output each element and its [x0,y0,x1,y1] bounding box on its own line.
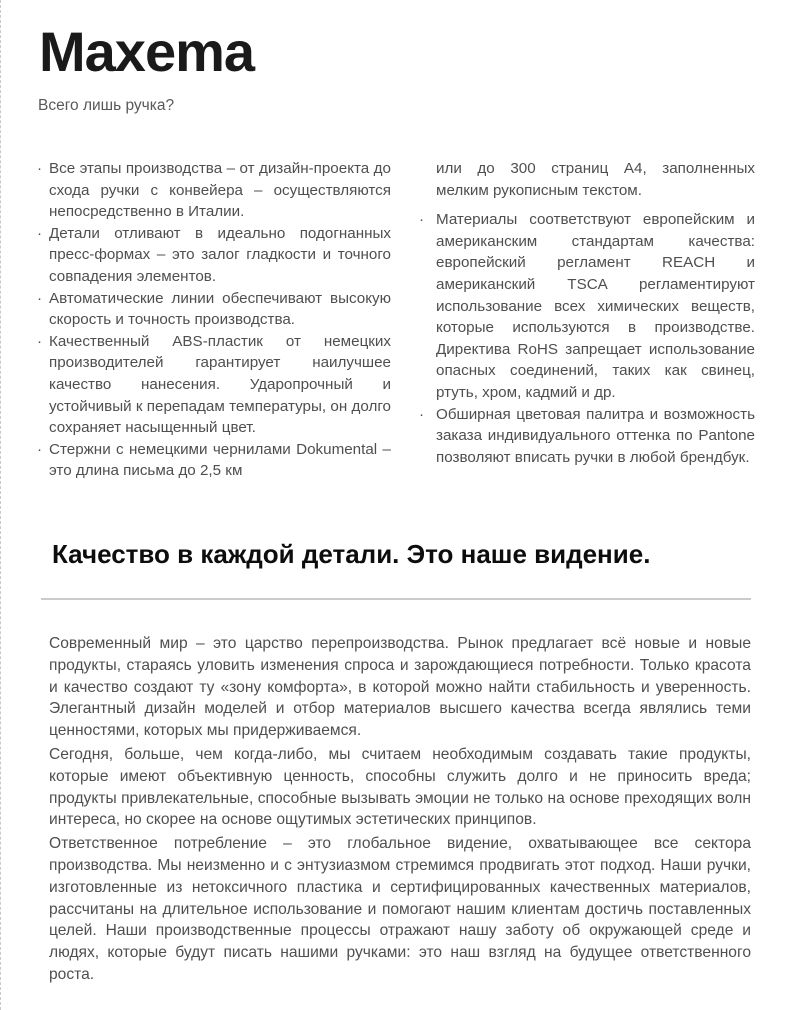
bullet-icon: · [37,332,43,350]
list-item-text: Детали отливают в идеально подогнанных пресс-формах – это залог гладкости и точного совпадения элементов. [49,224,391,285]
bullet-icon: · [37,440,43,458]
list-item-continuation: или до 300 страниц A4, заполненных мелким рукописным текстом. [436,160,755,199]
bullet-icon: · [419,405,425,423]
list-item-text: Материалы соответствуют европейским и американским стандартам качества: европейский регламент REACH и американский TSCA регламентируют использование всех химических веществ, которые используются в производстве. Директива RoHS запрещает использование опасных соединений, таких как свинец, ртуть, хром, кадмий и др. [436,211,755,401]
list-item [419,209,755,403]
section-heading: Качество в каждой детали. Это наше видение. [52,539,651,569]
list-item-text: Стержни с немецкими чернилами Dokumental – это длина письма до 2,5 км [49,440,391,480]
features-column-right [419,158,755,468]
page-title: Maxema [39,20,255,83]
list-item [37,288,391,331]
bullet-icon: · [419,211,425,229]
list-item-text: Автоматические линии обеспечивают высокую скорость и точность производства. [49,289,391,329]
list-item [37,331,391,439]
bullet-icon: · [37,224,43,242]
paragraph: Современный мир – это царство перепроизводства. Рынок предлагает всё новые и новые продукты, стараясь уловить изменения спроса и зарождающиеся потребности. Только красота и качество создают ту «зону комфорта», в которой можно найти стабильность и уверенность. Элегантный дизайн моделей и отбор материалов высшего качества всегда являлись теми ценностями, которых мы придерживаемся. [49,635,751,740]
paragraph: Ответственное потребление – это глобальное видение, охватывающее все сектора производства. Мы неизменно и с энтузиазмом стремимся продвигать этот подход. Наши ручки, изготовленные из нетоксичного пластика и сертифицированных качественных материалов, рассчитаны на длительное использование и помогают нашим клиентам достичь поставленных целей. Наши производственные процессы отражают нашу заботу об окружающей среде и людях, которые будут писать нашими ручками: это наш взгляд на будущее ответственного роста. [49,835,751,983]
paragraph: Сегодня, больше, чем когда-либо, мы считаем необходимым создавать такие продукты, которые имеют объективную ценность, способны служить долго и не приносить вреда; продукты привлекательные, способные вызывать эмоции не только на основе преходящих волн интереса, но скорее на основе ощутимых эстетических принципов. [49,745,751,829]
list-item [419,404,755,469]
page-subtitle: Всего лишь ручка? [38,97,175,114]
list-item [37,158,391,223]
list-item-text: Все этапы производства – от дизайн-проекта до схода ручки с конвейера – осуществляются непосредственно в Италии. [49,160,391,221]
section-divider [41,598,751,600]
list-item [37,439,391,482]
list-item-text: Обширная цветовая палитра и возможность заказа индивидуального оттенка по Pantone позволяют вписать ручки в любой брендбук. [436,405,755,466]
bullet-icon: · [37,289,43,307]
vision-paragraphs [49,633,751,988]
bullet-icon: · [37,160,43,177]
list-item-text: Качественный ABS-пластик от немецких производителей гарантирует наилучшее качество нанесения. Ударопрочный и устойчивый к перепадам температуры, он долго сохраняет насыщенный цвет. [49,332,391,437]
list-item [37,223,391,288]
features-column-left [37,158,391,482]
